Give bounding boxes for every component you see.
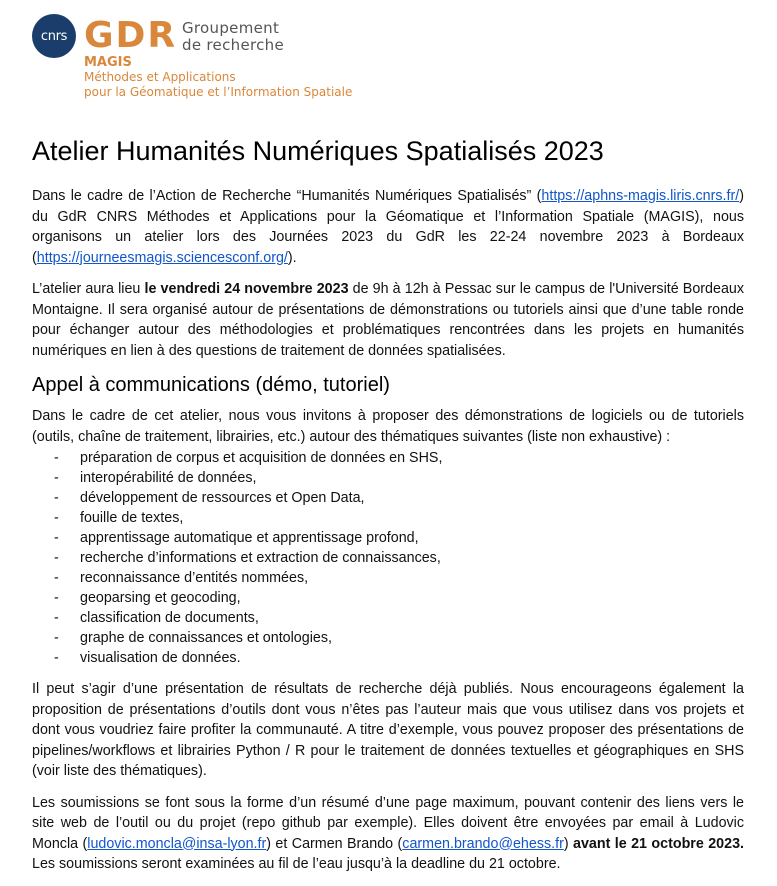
topic-label: préparation de corpus et acquisition de données en SHS, bbox=[80, 450, 443, 466]
gdr-subtitle-line1: Groupement bbox=[182, 19, 280, 37]
list-item bbox=[32, 528, 744, 548]
topics-list bbox=[32, 448, 744, 668]
list-item bbox=[32, 608, 744, 628]
gdr-logo: GDR bbox=[84, 15, 178, 56]
list-item bbox=[32, 648, 744, 668]
gdr-subtitle bbox=[182, 20, 284, 54]
list-item bbox=[32, 628, 744, 648]
submission-text-2: ) et Carmen Brando ( bbox=[266, 835, 403, 852]
dash-icon: - bbox=[54, 510, 59, 526]
topic-label: classification de documents, bbox=[80, 610, 259, 626]
submission-text-4: Les soumissions seront examinées au fil de l’eau jusqu’à la deadline du 21 octobre. bbox=[32, 856, 561, 872]
dash-icon: - bbox=[54, 490, 59, 506]
intro-text-2: ) du GdR CNRS Méthodes et Applications pour la Géomatique et l’Information Spatiale (MAGIS), nous organisons un atelier lors des Journées 2023 du GdR les 22-24 novembre 2023 à Bordeaux ( bbox=[32, 188, 744, 266]
magis-logo-text bbox=[84, 55, 352, 100]
intro-paragraph bbox=[32, 186, 744, 268]
cnrs-logo: cnrs bbox=[32, 14, 76, 58]
topic-label: graphe de connaissances et ontologies, bbox=[80, 630, 332, 646]
dash-icon: - bbox=[54, 590, 59, 606]
intro-text-3: ). bbox=[287, 249, 297, 266]
list-item bbox=[32, 448, 744, 468]
list-item bbox=[32, 468, 744, 488]
topic-label: visualisation de données. bbox=[80, 650, 241, 666]
dash-icon: - bbox=[54, 550, 59, 566]
list-item bbox=[32, 488, 744, 508]
dash-icon: - bbox=[54, 570, 59, 586]
journees-link[interactable]: https://journeesmagis.sciencesconf.org/ bbox=[36, 249, 288, 266]
date-paragraph bbox=[32, 279, 744, 361]
topic-label: développement de ressources et Open Data, bbox=[80, 490, 365, 506]
section-heading: Appel à communications (démo, tutoriel) bbox=[32, 374, 390, 396]
submission-text-3: ) bbox=[563, 835, 573, 852]
gdr-subtitle-line2: de recherche bbox=[182, 36, 284, 54]
deadline-bold: avant le 21 octobre 2023. bbox=[573, 835, 744, 852]
magis-line2: pour la Géomatique et l’Information Spatiale bbox=[84, 85, 353, 99]
dash-icon: - bbox=[54, 610, 59, 626]
date-text-1: L’atelier aura lieu bbox=[32, 281, 145, 297]
topic-label: geoparsing et geocoding, bbox=[80, 590, 241, 606]
magis-line1: Méthodes et Applications bbox=[84, 70, 236, 84]
dash-icon: - bbox=[54, 450, 59, 466]
magis-name: MAGIS bbox=[84, 55, 132, 70]
topic-label: interopérabilité de données, bbox=[80, 470, 257, 486]
document-content bbox=[32, 134, 744, 886]
date-bold: le vendredi 24 novembre 2023 bbox=[144, 281, 349, 297]
page-title: Atelier Humanités Numériques Spatialisés 2023 bbox=[32, 136, 604, 166]
dash-icon: - bbox=[54, 470, 59, 486]
dash-icon: - bbox=[54, 530, 59, 546]
list-item bbox=[32, 508, 744, 528]
call-paragraph: Dans le cadre de cet atelier, nous vous invitons à proposer des démonstrations de logiciels ou de tutoriels (outils, chaîne de traitement, librairies, etc.) autour des thématiques suivantes (liste non exhaustive) : bbox=[32, 408, 744, 445]
aphns-link[interactable]: https://aphns-magis.liris.cnrs.fr/ bbox=[541, 188, 740, 204]
submission-paragraph bbox=[32, 793, 744, 875]
email-brando-link[interactable]: carmen.brando@ehess.fr bbox=[402, 835, 564, 852]
topic-label: apprentissage automatique et apprentissage profond, bbox=[80, 530, 419, 546]
list-item bbox=[32, 548, 744, 568]
dash-icon: - bbox=[54, 650, 59, 666]
email-moncla-link[interactable]: ludovic.moncla@insa-lyon.fr bbox=[87, 835, 267, 852]
date-text-2: de 9h à 12h à Pessac sur le campus de l'Université Bordeaux Montaigne. Il sera organisé autour de présentations de démonstrations ou tutoriels ainsi que d’une table ronde pour échanger autour des méthodologies et problématiques rencontrées dans les projets en humanités numériques en lien à des questions de traitement de données spatialisées. bbox=[32, 281, 744, 359]
list-item bbox=[32, 588, 744, 608]
topic-label: fouille de textes, bbox=[80, 510, 184, 526]
results-paragraph: Il peut s’agir d’une présentation de résultats de recherche déjà publiés. Nous encourageons également la proposition de présentations d’outils dont vous n’êtes pas l’auteur mais que vous utilisez dans vos projets et dont vous voudriez faire profiter la communauté. A titre d’exemple, vous pouvez proposer des présentations de pipelines/workflows et librairies Python / R pour le traitement de données textuelles et géographiques en SHS (voir liste des thématiques). bbox=[32, 681, 744, 779]
topic-label: recherche d’informations et extraction de connaissances, bbox=[80, 550, 441, 566]
header-logos bbox=[32, 12, 732, 107]
intro-text-1: Dans le cadre de l’Action de Recherche “Humanités Numériques Spatialisés” ( bbox=[32, 188, 542, 204]
list-item bbox=[32, 568, 744, 588]
topic-label: reconnaissance d’entités nommées, bbox=[80, 570, 309, 586]
submission-text-1: Les soumissions se font sous la forme d’un résumé d’une page maximum, pouvant contenir des liens vers le site web de l’outil ou du projet (repo github par exemple). Elles doivent être envoyées par email à Ludovic Moncla ( bbox=[32, 794, 744, 852]
dash-icon: - bbox=[54, 630, 59, 646]
